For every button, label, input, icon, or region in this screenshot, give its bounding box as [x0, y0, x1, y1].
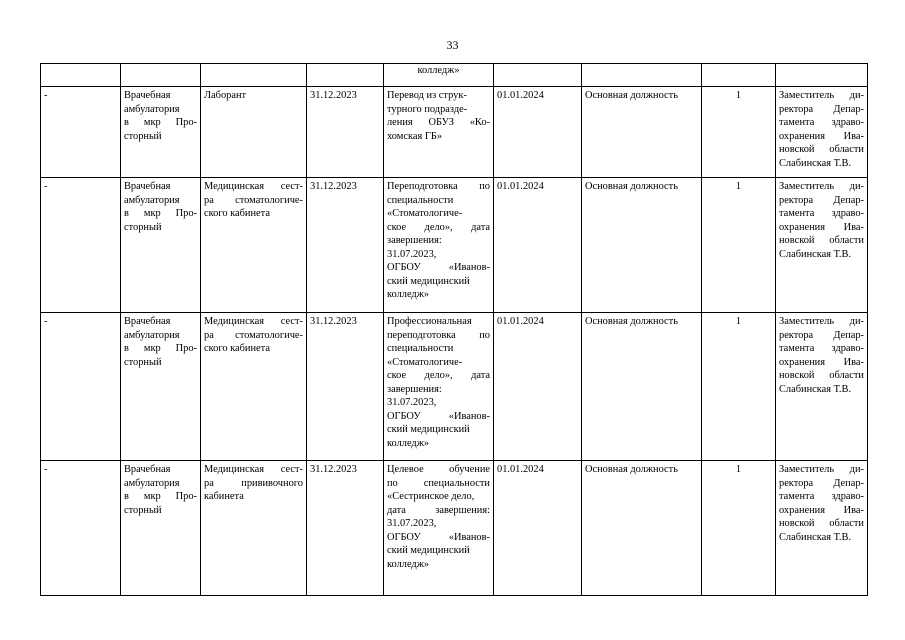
- post-type: Основная должность: [585, 316, 678, 327]
- cell-measure: [384, 313, 494, 461]
- position-line: Медицинская сест-: [204, 181, 303, 192]
- unit-line: в мкр Про-: [124, 208, 197, 219]
- row-marker: -: [44, 464, 48, 475]
- cell-empty: [307, 64, 384, 87]
- measure-line: хомская ГБ»: [387, 130, 443, 142]
- cell-position: [201, 461, 307, 596]
- unit-line: в мкр Про-: [124, 343, 197, 354]
- measure-line: «Сестринское дело,: [387, 491, 475, 502]
- unit-line: амбулатория: [124, 329, 180, 341]
- responsible-line: ректора Депар-: [779, 477, 864, 489]
- cell-empty: [582, 64, 702, 87]
- measure-line: колледж»: [387, 289, 430, 300]
- cell-unit: [121, 313, 201, 461]
- date-start: 31.12.2023: [310, 316, 357, 327]
- measure-line: переподготовка по: [387, 329, 490, 341]
- responsible-line: ректора Депар-: [779, 194, 864, 206]
- responsible-line: новской области: [779, 370, 864, 381]
- responsible-line: Заместитель ди-: [779, 90, 864, 101]
- responsible-line: Заместитель ди-: [779, 464, 864, 475]
- cell-empty: [702, 64, 776, 87]
- measure-line: дата завершения:: [387, 504, 490, 516]
- date-start: 31.12.2023: [310, 464, 357, 475]
- unit-line: Врачебная: [124, 464, 171, 475]
- date-start: 31.12.2023: [310, 181, 357, 192]
- post-count: 1: [735, 90, 742, 101]
- measure-line: по специальности: [387, 477, 490, 489]
- row-marker: -: [44, 316, 48, 327]
- responsible-line: охранения Ива-: [779, 221, 864, 233]
- post-type: Основная должность: [585, 464, 678, 475]
- cell-responsible: [776, 461, 868, 596]
- post-count: 1: [735, 181, 742, 192]
- unit-line: Врачебная: [124, 181, 171, 192]
- position-line: ра стоматологиче-: [204, 329, 303, 341]
- unit-line: Врачебная: [124, 316, 171, 327]
- cell-date-start: [307, 178, 384, 313]
- responsible-line: Заместитель ди-: [779, 316, 864, 327]
- cell-count: [702, 87, 776, 178]
- responsible-line: охранения Ива-: [779, 130, 864, 142]
- unit-line: сторный: [124, 504, 162, 516]
- continuation-row: [41, 64, 868, 87]
- responsible-line: Слабинская Т.В.: [779, 383, 852, 395]
- cell-unit: [121, 178, 201, 313]
- cell-position: [201, 313, 307, 461]
- measure-line: ОГБОУ «Иванов-: [387, 262, 490, 273]
- responsible-line: Заместитель ди-: [779, 181, 864, 192]
- date-end: 01.01.2024: [497, 90, 544, 101]
- measure-line: специальности: [387, 194, 454, 206]
- cell-position: [201, 87, 307, 178]
- unit-line: сторный: [124, 130, 162, 142]
- measure-line: 31.07.2023,: [387, 397, 437, 408]
- cell-date-start: [307, 461, 384, 596]
- post-type: Основная должность: [585, 90, 678, 101]
- measure-line: Переподготовка по: [387, 181, 490, 192]
- position-line: кабинета: [204, 491, 244, 502]
- cell-number: [41, 178, 121, 313]
- position-line: Медицинская сест-: [204, 316, 303, 327]
- cell-unit: [121, 461, 201, 596]
- unit-line: Врачебная: [124, 90, 171, 101]
- cell-measure: [384, 461, 494, 596]
- cell-date-end: [494, 178, 582, 313]
- post-count: 1: [735, 316, 742, 327]
- table-row: [41, 87, 868, 178]
- page-number: 33: [446, 38, 459, 52]
- measure-line: ОГБОУ «Иванов-: [387, 410, 490, 422]
- measure-line: Профессиональная: [387, 316, 472, 327]
- measure-line: специальности: [387, 343, 454, 354]
- measure-line: завершения:: [387, 383, 442, 395]
- measure-line: завершения:: [387, 235, 442, 246]
- measure-line: колледж»: [417, 65, 460, 76]
- cell-count: [702, 313, 776, 461]
- position-line: ра прививочного: [204, 477, 303, 489]
- row-marker: -: [44, 181, 48, 192]
- cell-responsible: [776, 313, 868, 461]
- position-line: Медицинская сест-: [204, 464, 303, 475]
- cell-date-start: [307, 313, 384, 461]
- cell-date-end: [494, 87, 582, 178]
- cell-number: [41, 313, 121, 461]
- cell-number: [41, 87, 121, 178]
- date-start: 31.12.2023: [310, 90, 357, 101]
- cell-number: [41, 461, 121, 596]
- cell-position: [201, 178, 307, 313]
- cell-empty: [494, 64, 582, 87]
- measure-line: ский медицинский: [387, 424, 470, 435]
- responsible-line: новской области: [779, 518, 864, 529]
- cell-empty: [41, 64, 121, 87]
- unit-line: сторный: [124, 356, 162, 368]
- position-line: ского кабинета: [204, 343, 270, 354]
- responsible-line: ректора Депар-: [779, 103, 864, 115]
- position-line: ра стоматологиче-: [204, 194, 303, 206]
- measure-line: ский медицинский: [387, 275, 470, 287]
- unit-line: в мкр Про-: [124, 491, 197, 502]
- cell-post-type: [582, 87, 702, 178]
- cell-responsible: [776, 178, 868, 313]
- table-row: [41, 313, 868, 461]
- cell-empty: [121, 64, 201, 87]
- cell-date-end: [494, 313, 582, 461]
- measure-line: 31.07.2023,: [387, 518, 437, 529]
- measure-line: ское дело», дата: [387, 221, 490, 233]
- cell-date-start: [307, 87, 384, 178]
- cell-measure: [384, 178, 494, 313]
- unit-line: амбулатория: [124, 103, 180, 115]
- unit-line: амбулатория: [124, 477, 180, 489]
- responsible-line: Слабинская Т.В.: [779, 531, 852, 543]
- responsible-line: тамента здраво-: [779, 343, 864, 354]
- cell-count: [702, 461, 776, 596]
- responsible-line: новской области: [779, 144, 864, 155]
- date-end: 01.01.2024: [497, 316, 544, 327]
- cell-measure: [384, 87, 494, 178]
- date-end: 01.01.2024: [497, 181, 544, 192]
- post-type: Основная должность: [585, 181, 678, 192]
- measure-line: «Стоматологиче-: [387, 208, 463, 219]
- cell-date-end: [494, 461, 582, 596]
- responsible-line: охранения Ива-: [779, 356, 864, 368]
- position-line: ского кабинета: [204, 208, 270, 219]
- measure-line: Целевое обучение: [387, 464, 490, 475]
- measure-line: турного подразде-: [387, 103, 468, 115]
- responsible-line: тамента здраво-: [779, 117, 864, 128]
- responsible-line: Слабинская Т.В.: [779, 157, 852, 169]
- post-count: 1: [735, 464, 742, 475]
- unit-line: в мкр Про-: [124, 117, 197, 128]
- responsible-line: охранения Ива-: [779, 504, 864, 516]
- position-line: Лаборант: [204, 90, 247, 101]
- measure-line: «Стоматологиче-: [387, 356, 463, 368]
- table-row: [41, 461, 868, 596]
- measure-line: колледж»: [387, 437, 430, 449]
- cell-post-type: [582, 178, 702, 313]
- responsible-line: тамента здраво-: [779, 208, 864, 219]
- cell-responsible: [776, 87, 868, 178]
- measure-line: ский медицинский: [387, 545, 470, 556]
- measure-line: 31.07.2023,: [387, 248, 437, 260]
- cell-count: [702, 178, 776, 313]
- cell-empty: [776, 64, 868, 87]
- measure-line: колледж»: [387, 558, 430, 570]
- row-marker: -: [44, 90, 48, 101]
- measure-line: ОГБОУ «Иванов-: [387, 531, 490, 543]
- responsible-line: Слабинская Т.В.: [779, 248, 852, 260]
- unit-line: амбулатория: [124, 194, 180, 206]
- cell-unit: [121, 87, 201, 178]
- responsible-line: ректора Депар-: [779, 329, 864, 341]
- table-body: [41, 64, 868, 596]
- responsible-line: новской области: [779, 235, 864, 246]
- staffing-table: [40, 63, 868, 596]
- unit-line: сторный: [124, 221, 162, 233]
- cell-empty: [201, 64, 307, 87]
- measure-line: ское дело», дата: [387, 370, 490, 381]
- measure-line: ления ОБУЗ «Ко-: [387, 117, 490, 128]
- date-end: 01.01.2024: [497, 464, 544, 475]
- responsible-line: тамента здраво-: [779, 491, 864, 502]
- cell-post-type: [582, 461, 702, 596]
- cell-post-type: [582, 313, 702, 461]
- table-row: [41, 178, 868, 313]
- cell-measure: [384, 64, 494, 87]
- measure-line: Перевод из струк-: [387, 90, 467, 101]
